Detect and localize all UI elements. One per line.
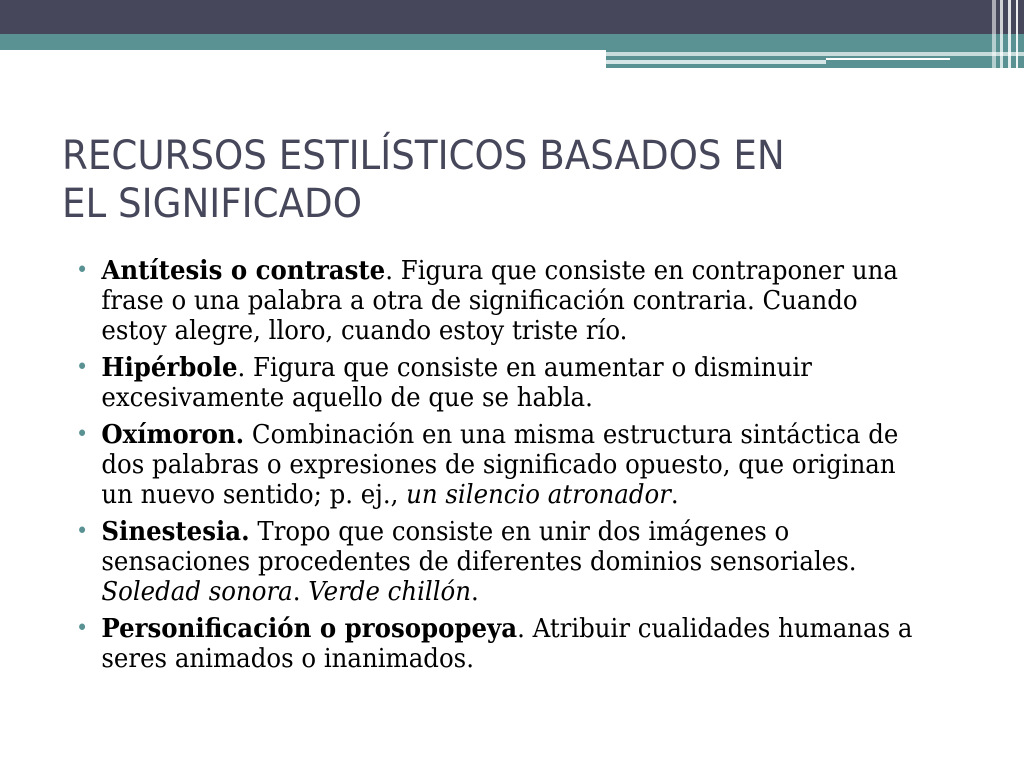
bullet-text-end: . xyxy=(471,577,479,607)
bullet-term: Sinestesia. xyxy=(101,517,250,547)
bullet-marker: • xyxy=(76,616,89,641)
bullet-text-end: . xyxy=(670,480,679,510)
bullet-list xyxy=(76,256,976,674)
header-vertical-bar xyxy=(992,0,996,68)
bullet-example: Soledad sonora xyxy=(101,577,293,607)
bullet-marker: • xyxy=(76,519,89,544)
header-band-light xyxy=(606,60,826,64)
bullet-text: . Figura que consiste en contraponer una frase o una palabra a otra de significación contraria. Cuando estoy alegre, lloro, cuando estoy triste río. xyxy=(101,256,898,346)
slide-title-line: EL SIGNIFICADO xyxy=(62,181,362,227)
bullet-item-personificacion xyxy=(76,614,922,674)
slide-body xyxy=(76,256,976,681)
header-band-gap xyxy=(826,58,950,60)
header-band-dark xyxy=(0,0,1024,34)
bullet-text: . Figura que consiste en aumentar o disminuir excesivamente aquello de que se habla. xyxy=(101,353,812,413)
bullet-term: Antítesis o contraste xyxy=(101,256,386,286)
bullet-marker: • xyxy=(76,422,89,447)
bullet-item-hiperbole xyxy=(76,353,922,413)
slide-title xyxy=(62,132,899,228)
bullet-example: un silencio atronador xyxy=(406,480,671,510)
header-band-light xyxy=(606,52,1024,56)
bullet-term: Personificación o prosopopeya xyxy=(101,614,518,644)
bullet-marker: • xyxy=(76,355,89,380)
bullet-item-sinestesia xyxy=(76,517,922,607)
bullet-text: Combinación en una misma estructura sintáctica de dos palabras o expresiones de significado opuesto, que originan un nuevo sentido; p. ej., xyxy=(101,420,899,510)
bullet-marker: • xyxy=(76,258,89,283)
bullet-term: Hipérbole xyxy=(101,353,238,383)
bullet-text: . Atribuir cualidades humanas a seres animados o inanimados. xyxy=(101,614,913,674)
bullet-example: Verde chillón xyxy=(308,577,472,607)
header-vertical-bar xyxy=(1000,0,1003,68)
header-vertical-bar xyxy=(1016,0,1018,68)
bullet-item-antitesis xyxy=(76,256,922,346)
header-band-teal xyxy=(0,34,1024,50)
slide-title-line: RECURSOS ESTILÍSTICOS BASADOS EN xyxy=(62,133,785,179)
bullet-item-oximoron xyxy=(76,420,922,510)
bullet-separator: . xyxy=(292,577,309,607)
header-vertical-bar xyxy=(1008,0,1011,68)
bullet-term: Oxímoron. xyxy=(101,420,245,450)
bullet-text: Tropo que consiste en unir dos imágenes o sensaciones procedentes de diferentes dominios sensoriales. xyxy=(101,517,857,577)
